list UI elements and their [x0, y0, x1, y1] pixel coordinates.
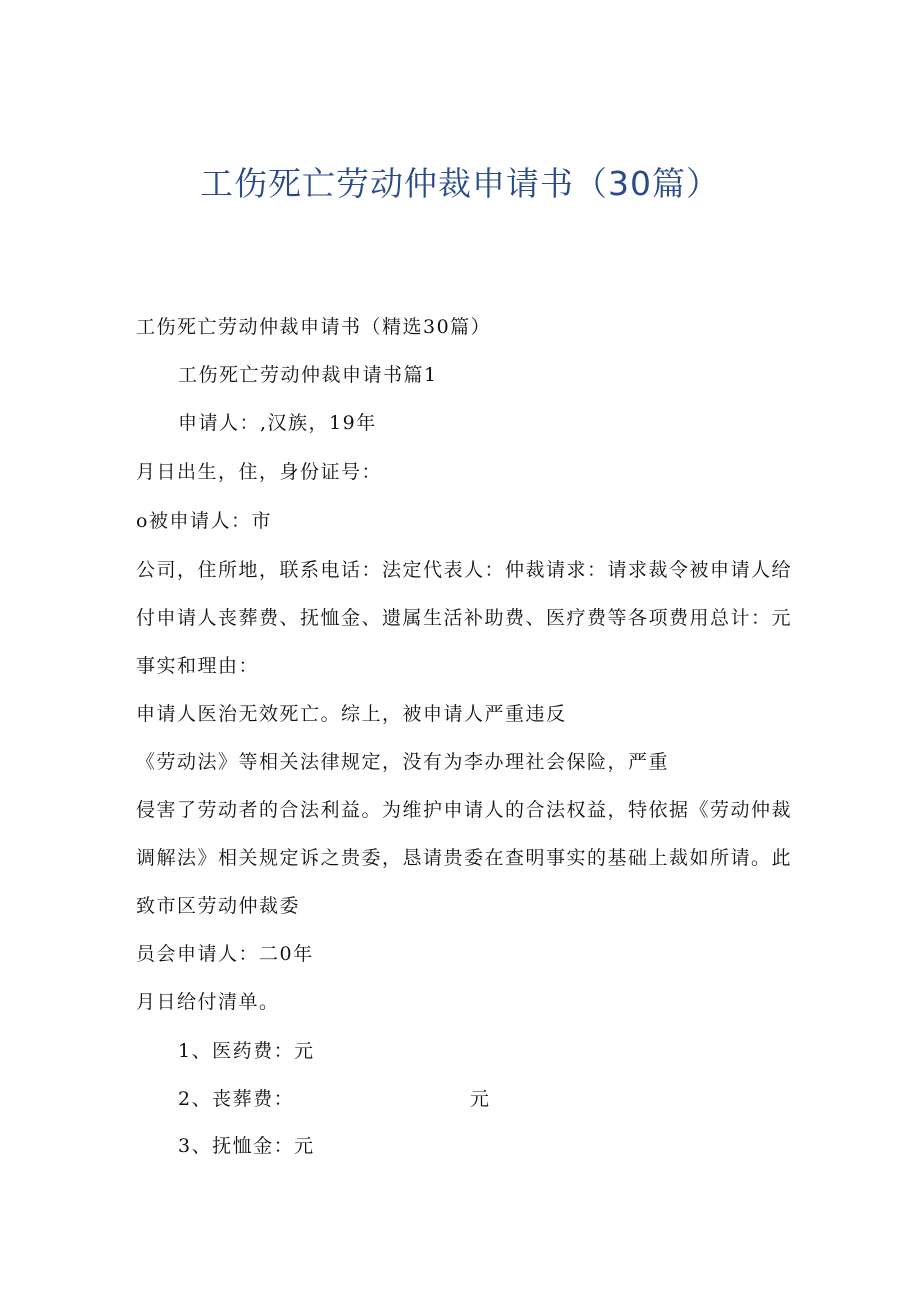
document-title: 工伤死亡劳动仲裁申请书（30篇） — [200, 164, 720, 203]
list-item: 2、丧葬费： — [178, 1088, 295, 1110]
list-item: 3、抚恤金：元 — [178, 1135, 315, 1157]
respondent-line: o被申请人：市 — [136, 510, 272, 532]
paragraph-line: 员会申请人：二0年 — [136, 943, 314, 965]
paragraph-line: 致市区劳动仲裁委 — [136, 895, 301, 917]
list-item: 1、医药费：元 — [178, 1040, 315, 1062]
paragraph-line: 月日给付清单。 — [136, 991, 280, 1013]
subtitle-line: 工伤死亡劳动仲裁申请书（精选30篇） — [136, 316, 492, 338]
paragraph-line: 付申请人丧葬费、抚恤金、遗属生活补助费、医疗费等各项费用总计：元 — [136, 607, 793, 629]
funeral-amount-unit: 元 — [470, 1088, 490, 1110]
paragraph-line: 事实和理由： — [136, 655, 260, 677]
paragraph-line: 调解法》相关规定诉之贵委，恳请贵委在查明事实的基础上裁如所请。此 — [136, 847, 793, 869]
paragraph-line: 公司，住所地，联系电话：法定代表人：仲裁请求：请求裁令被申请人给 — [136, 559, 793, 581]
paragraph-line: 《劳动法》等相关法律规定，没有为李办理社会保险，严重 — [136, 751, 670, 773]
paragraph-line: 申请人医治无效死亡。综上，被申请人严重违反 — [136, 703, 567, 725]
section-heading: 工伤死亡劳动仲裁申请书篇1 — [178, 364, 438, 386]
paragraph-line: 侵害了劳动者的合法利益。为维护申请人的合法权益，特依据《劳动仲裁 — [136, 799, 793, 821]
paragraph-line: 月日出生，住，身份证号： — [136, 461, 383, 483]
applicant-line: 申请人：,汉族，19年 — [178, 412, 377, 434]
